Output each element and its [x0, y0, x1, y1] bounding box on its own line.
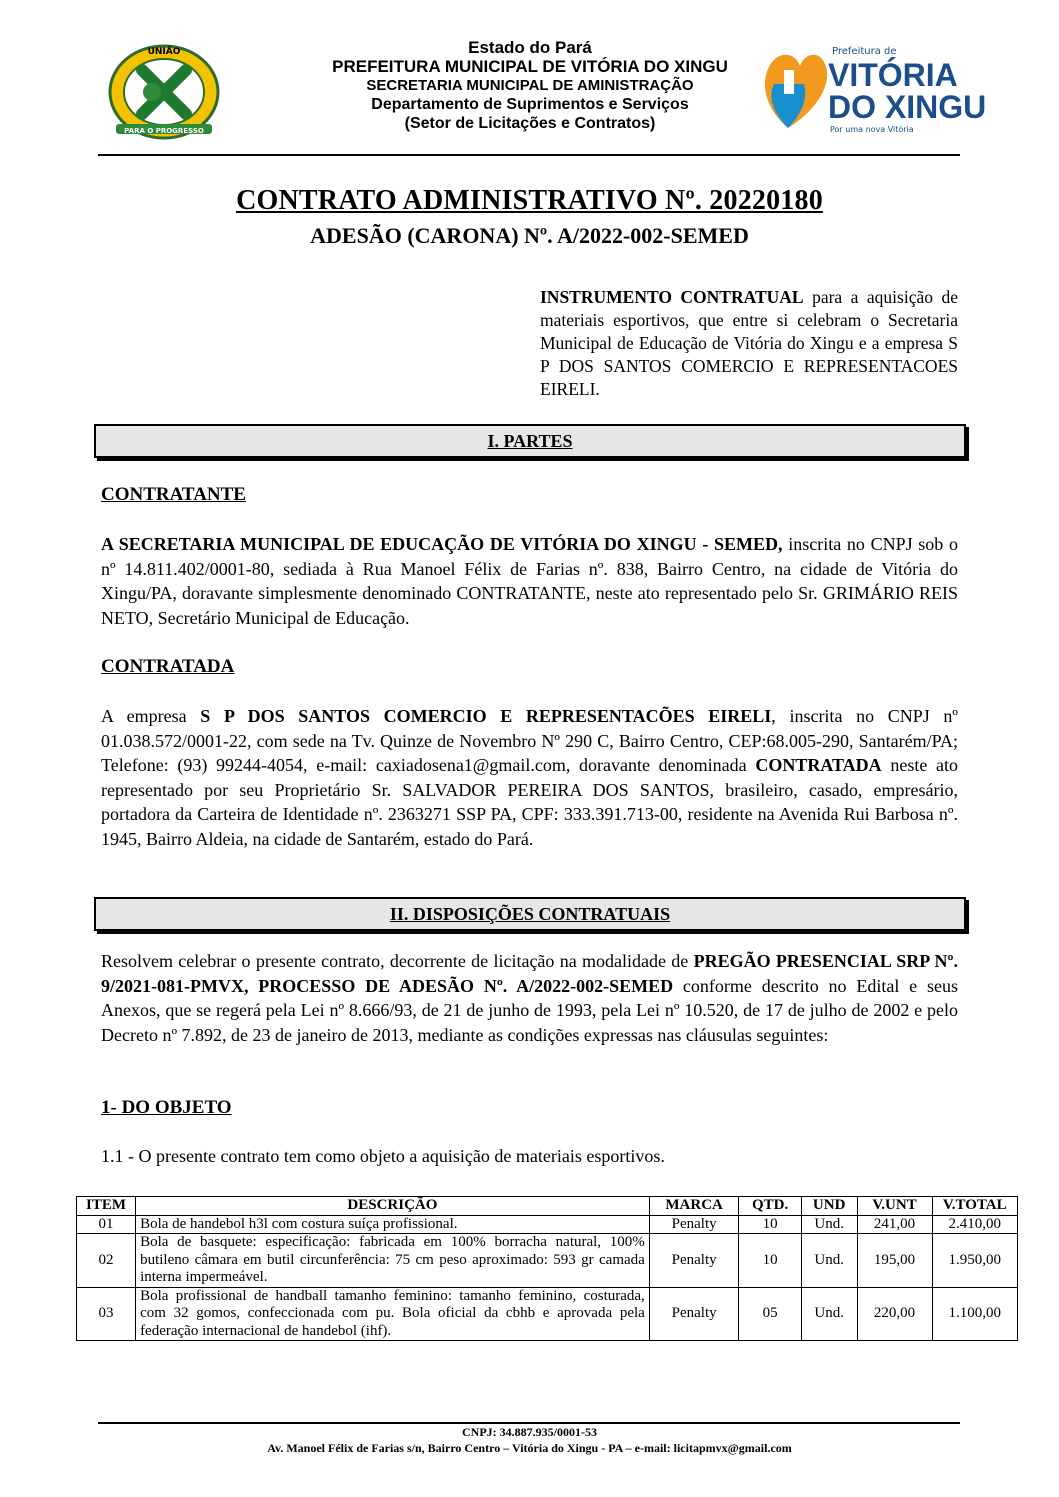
- section-partes-header: I. PARTES: [94, 424, 966, 458]
- objeto-paragraph: 1.1 - O presente contrato tem como objeto a aquisição de materiais esportivos.: [101, 1146, 665, 1166]
- letterhead: [250, 38, 810, 133]
- header-divider: [98, 154, 960, 156]
- svg-text:DO XINGU: DO XINGU: [828, 89, 987, 125]
- col-vtotal: V.TOTAL: [932, 1197, 1018, 1216]
- svg-text:VITÓRIA: VITÓRIA: [828, 57, 958, 93]
- section-disposicoes-header: II. DISPOSIÇÕES CONTRATUAIS: [94, 897, 966, 931]
- abstract-text: para a aquisição de materiais esportivos, que entre si celebram o Secretaria Municipal de Educação de Vitória do Xingu e a empresa S P DOS SANTOS COMERCIO E REPRESENTACOES EIRELI.: [540, 287, 958, 399]
- col-item: ITEM: [77, 1197, 136, 1216]
- contratada-paragraph: A empresa S P DOS SANTOS COMERCIO E REPRESENTACÕES EIRELI, inscrita no CNPJ nº 01.038.572/0001-22, com sede na Tv. Quinze de Novembro Nº 290 C, Bairro Centro, CEP:68.005-290, Santarém/PA; Telefone: (93) 99244-4054, e-mail: caxiadosena1@gmail.com, doravante denominada CONTRATADA neste ato representado por seu Proprietário Sr. SALVADOR PEREIRA DOS SANTOS, brasileiro, casado, empresário, portadora da Carteira de Identidade nº. 2363271 SSP PA, CPF: 333.391.713-00, residente na Avenida Rui Barbosa nº. 1945, Bairro Aldeia, na cidade de Santarém, estado do Pará.: [101, 706, 958, 849]
- footer-cnpj: CNPJ: 34.887.935/0001-53: [462, 1425, 597, 1439]
- table-row: 03 Bola profissional de handball tamanho feminino: tamanho feminino, costurada, com 32 gomos, confeccionada com pu. Bola oficial da cbhb e aprovada pela federação internacional de handebol (ihf). Penalty 05 Und. 220,00 1.100,00: [77, 1287, 1018, 1341]
- vitoria-do-xingu-brand-logo: [758, 40, 987, 140]
- svg-text:PARA O PROGRESSO: PARA O PROGRESSO: [124, 127, 204, 135]
- contract-abstract: [540, 286, 958, 401]
- svg-text:UNIÃO: UNIÃO: [147, 47, 181, 57]
- contratante-name: A SECRETARIA MUNICIPAL DE EDUCAÇÃO DE VITÓRIA DO XINGU - SEMED,: [101, 534, 783, 554]
- objeto-label: 1- DO OBJETO: [101, 1097, 232, 1118]
- abstract-lead: INSTRUMENTO CONTRATUAL: [540, 287, 804, 307]
- state-name: Estado do Pará: [468, 38, 592, 57]
- contratada-label: CONTRATADA: [101, 656, 235, 677]
- table-row: 01 Bola de handebol h3l com costura suíça profissional. Penalty 10 Und. 241,00 2.410,00: [77, 1215, 1018, 1234]
- col-und: UND: [801, 1197, 857, 1216]
- contratante-label: CONTRATANTE: [101, 484, 246, 505]
- secretariat-name: SECRETARIA MUNICIPAL DE AMINISTRAÇÃO: [366, 77, 694, 94]
- svg-text:Prefeitura de: Prefeitura de: [832, 46, 897, 57]
- municipal-seal-logo: [102, 40, 226, 140]
- items-table: [76, 1196, 1018, 1341]
- footer-divider: [98, 1422, 960, 1424]
- col-marca: MARCA: [649, 1197, 739, 1216]
- prefecture-name: PREFEITURA MUNICIPAL DE VITÓRIA DO XINGU: [332, 57, 728, 76]
- table-row: 02 Bola de basquete: especificação: fabricada em 100% borracha natural, 100% butileno câmara em butil circunferência: 75 cm peso aproximado: 593 gr camada interna impermeável. Penalty 10 Und. 195,00 1.950,00: [77, 1234, 1018, 1288]
- col-descricao: DESCRIÇÃO: [136, 1197, 650, 1216]
- contract-subtitle: ADESÃO (CARONA) Nº. A/2022-002-SEMED: [310, 223, 749, 248]
- contract-title: CONTRATO ADMINISTRATIVO Nº. 20220180: [236, 185, 823, 216]
- disposicoes-paragraph: Resolvem celebrar o presente contrato, decorrente de licitação na modalidade de PREGÃO PRESENCIAL SRP Nº. 9/2021-081-PMVX, PROCESSO DE ADESÃO Nº. A/2022-002-SEMED conforme descrito no Edital e seus Anexos, que se regerá pela Lei nº 8.666/93, de 21 de junho de 1993, pela Lei nº 10.520, de 17 de julho de 2002 e pelo Decreto nº 7.892, de 23 de janeiro de 2013, mediante as condições expressas nas cláusulas seguintes:: [101, 951, 958, 1045]
- col-qtd: QTD.: [739, 1197, 801, 1216]
- contratada-name: S P DOS SANTOS COMERCIO E REPRESENTACÕES EIRELI: [200, 706, 772, 726]
- col-vunt: V.UNT: [857, 1197, 932, 1216]
- svg-text:Por uma nova Vitória: Por uma nova Vitória: [830, 125, 914, 134]
- department-name: Departamento de Suprimentos e Serviços: [371, 96, 689, 113]
- sector-name: (Setor de Licitações e Contratos): [404, 115, 656, 132]
- footer-address: Av. Manoel Félix de Farias s/n, Bairro Centro – Vitória do Xingu - PA – e-mail: licitapmvx@gmail.com: [267, 1441, 792, 1455]
- table-header-row: [77, 1197, 1018, 1216]
- contratante-paragraph: A SECRETARIA MUNICIPAL DE EDUCAÇÃO DE VITÓRIA DO XINGU - SEMED, inscrita no CNPJ sob o nº 14.811.402/0001-80, sediada à Rua Manoel Félix de Farias nº. 838, Bairro Centro, na cidade de Vitória do Xingu/PA, doravante simplesmente denominado CONTRATANTE, neste ato representado pelo Sr. GRIMÁRIO REIS NETO, Secretário Municipal de Educação.: [101, 534, 958, 628]
